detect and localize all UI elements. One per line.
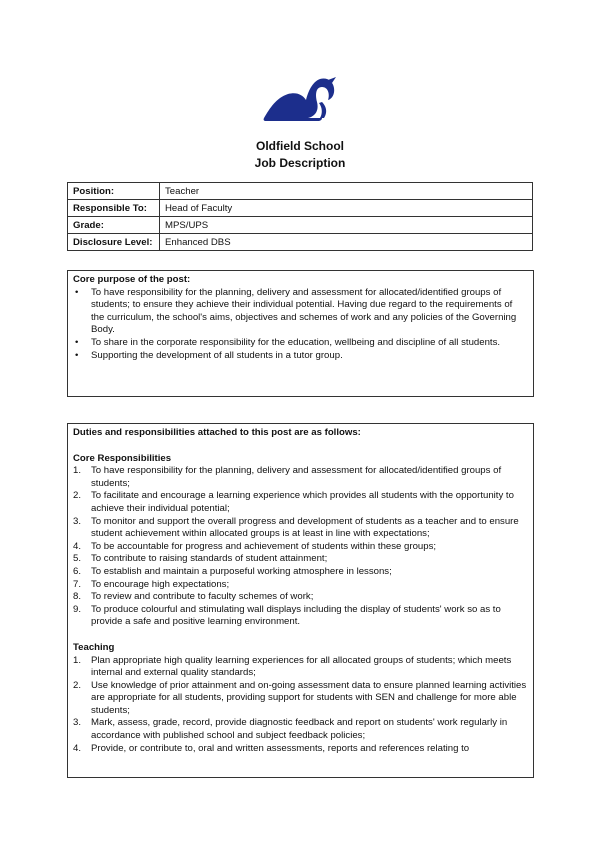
- list-item: 4. Provide, or contribute to, oral and written assessments, reports and references relating to: [73, 742, 470, 754]
- core-responsibilities-list: [73, 465, 528, 629]
- responsible-to-label: Responsible To:: [68, 200, 160, 217]
- bullet-icon: •: [75, 349, 79, 361]
- position-info-table: [67, 182, 533, 251]
- table-row: [68, 183, 533, 200]
- grade-label: Grade:: [68, 217, 160, 234]
- table-row: [68, 217, 533, 234]
- table-row: [68, 234, 533, 251]
- core-purpose-box: [67, 270, 534, 397]
- list-item: 2. Use knowledge of prior attainment and on-going assessment data to ensure planned learning activities are appropriate for all students, providing support for students with SEN and challenge for more able students;: [73, 679, 527, 716]
- disclosure-level-value: Enhanced DBS: [160, 234, 533, 251]
- list-item: 2. To facilitate and encourage a learning experience which provides all students with the opportunity to achieve their individual potential;: [73, 490, 514, 514]
- duties-box: [67, 423, 534, 778]
- duties-heading: Duties and responsibilities attached to this post are as follows:: [73, 427, 361, 438]
- list-item: 6. To establish and maintain a purposeful working atmosphere in lessons;: [73, 565, 392, 577]
- position-value: Teacher: [160, 183, 533, 200]
- grade-value: MPS/UPS: [160, 217, 533, 234]
- list-item: • To share in the corporate responsibility for the education, wellbeing and discipline of all students.: [75, 336, 501, 348]
- core-purpose-heading: Core purpose of the post:: [73, 274, 191, 285]
- list-item: 4. To be accountable for progress and achievement of students within these groups;: [73, 540, 437, 552]
- swan-logo-icon: [262, 72, 338, 122]
- school-logo: [262, 72, 338, 122]
- list-item: 1. To have responsibility for the planning, delivery and assessment for allocated/identified groups of students;: [73, 465, 502, 489]
- list-item: 5. To contribute to raising standards of student attainment;: [73, 553, 328, 565]
- core-responsibilities-heading: Core Responsibilities: [73, 452, 172, 464]
- school-name: Oldfield School: [255, 139, 344, 153]
- disclosure-level-label: Disclosure Level:: [68, 234, 160, 251]
- bullet-icon: •: [75, 286, 79, 298]
- list-item: 7. To encourage high expectations;: [73, 578, 230, 590]
- title-block: [0, 138, 600, 172]
- position-label: Position:: [68, 183, 160, 200]
- document-title: Job Description: [254, 156, 346, 170]
- list-item: • To have responsibility for the planning, delivery and assessment for allocated/identified groups of students; to ensure they achieve their individual potential. Having due regard to the requirements of the curriculum, the school's aims, objectives and schemes of work and any policies of the Governing Body.: [75, 286, 517, 336]
- list-item: 3. Mark, assess, grade, record, provide diagnostic feedback and report on students' work regularly in accordance with published school and subject feedback policies;: [73, 717, 508, 742]
- list-item: 8. To review and contribute to faculty schemes of work;: [73, 591, 314, 603]
- list-item: 1. Plan appropriate high quality learning experiences for all allocated groups of students; which meets internal and external quality standards;: [73, 654, 512, 679]
- list-item: • Supporting the development of all students in a tutor group.: [75, 349, 343, 361]
- list-item: 3. To monitor and support the overall progress and development of students as a teacher and to ensure student achievement within allocated groups is at least in line with expectations;: [73, 515, 519, 540]
- table-row: [68, 200, 533, 217]
- responsible-to-value: Head of Faculty: [160, 200, 533, 217]
- teaching-heading: Teaching: [73, 641, 115, 653]
- teaching-list: [73, 655, 528, 756]
- list-item: 9. To produce colourful and stimulating wall displays including the display of students' work so as to provide a safe and positive learning environment.: [73, 603, 501, 628]
- core-purpose-list: [73, 287, 528, 363]
- bullet-icon: •: [75, 336, 79, 348]
